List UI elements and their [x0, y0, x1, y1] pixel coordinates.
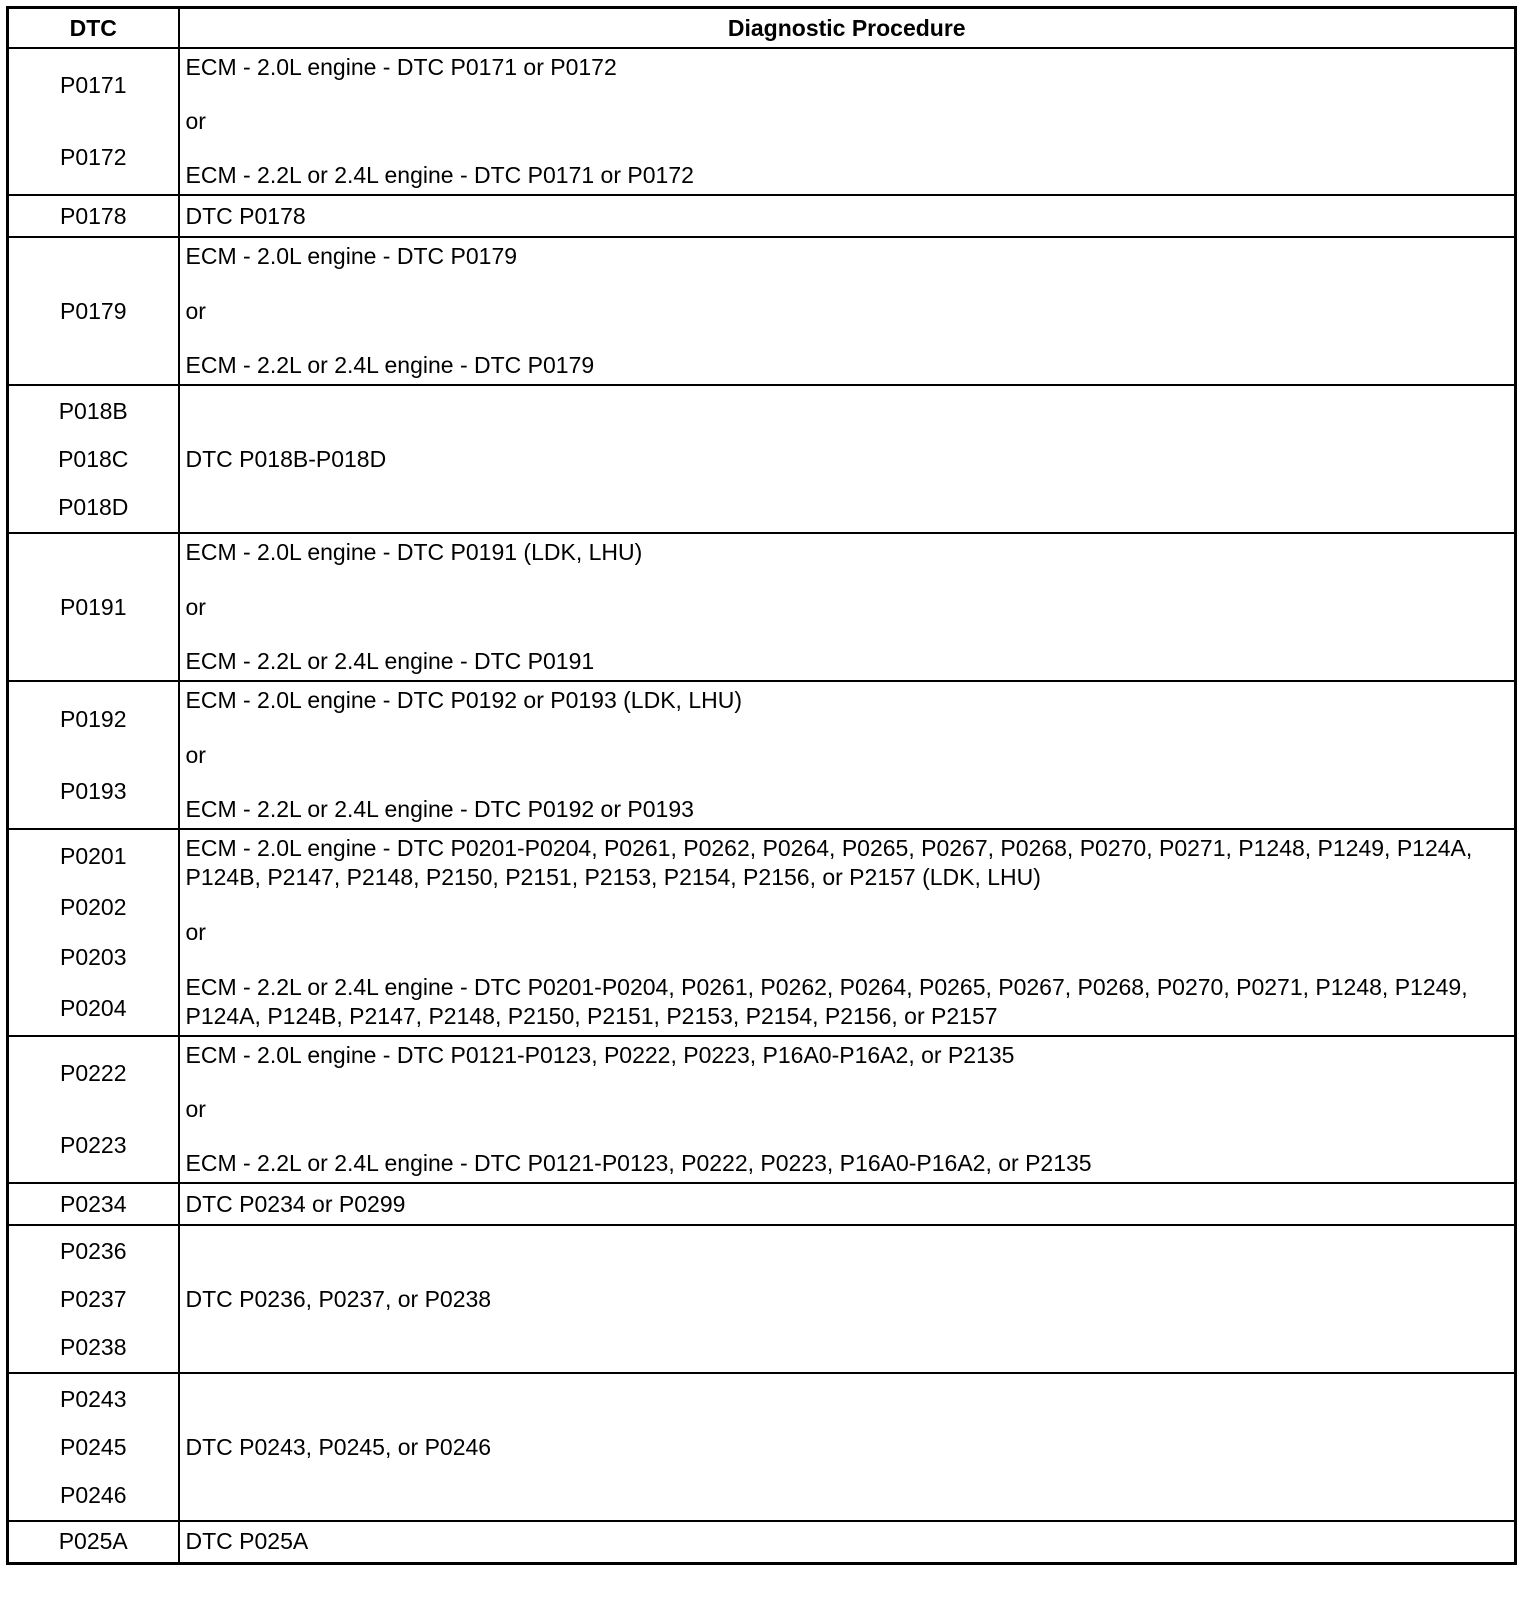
table-row: [8, 385, 1516, 533]
table-row: [8, 1036, 1516, 1183]
dtc-code-list: [9, 683, 178, 827]
dtc-code: P0203: [59, 944, 127, 971]
procedure-link-text: ECM - 2.2L or 2.4L engine - DTC P0179: [185, 352, 595, 378]
procedure-link-text: DTC P025A: [185, 1528, 309, 1555]
diagnostic-procedure-cell: [179, 681, 1516, 829]
dtc-code: P0202: [59, 893, 127, 920]
dtc-cell: [8, 1036, 179, 1183]
dtc-code: P0192: [59, 705, 127, 732]
procedure-or-text: or: [185, 741, 206, 768]
table-row: [8, 1225, 1516, 1373]
table-row: [8, 195, 1516, 237]
diagnostic-procedure-cell: [179, 1036, 1516, 1183]
dtc-code: P0172: [59, 143, 127, 170]
procedure-or-text: or: [185, 297, 206, 324]
dtc-code: P0237: [59, 1285, 127, 1312]
dtc-code-list: [9, 239, 178, 383]
dtc-code: P0238: [59, 1333, 127, 1360]
dtc-code-list: [9, 387, 178, 531]
dtc-code: P018B: [58, 397, 128, 424]
table-row: [8, 237, 1516, 385]
dtc-code: P025A: [58, 1528, 128, 1555]
procedure-link-text: ECM - 2.2L or 2.4L engine - DTC P0191: [185, 648, 595, 674]
procedure-list: [186, 1190, 1509, 1219]
dtc-code: P0171: [59, 72, 127, 99]
diagnostic-procedure-cell: [179, 1183, 1516, 1225]
procedure-list: [186, 538, 1509, 676]
table-row: [8, 48, 1516, 195]
dtc-code: P0246: [59, 1481, 127, 1508]
procedure-link-text: ECM - 2.0L engine - DTC P0171 or P0172: [185, 54, 617, 80]
dtc-code: P0243: [59, 1385, 127, 1412]
dtc-cell: [8, 1373, 179, 1521]
procedure-link-text: ECM - 2.2L or 2.4L engine - DTC P0201-P0204, P0261, P0262, P0264, P0265, P0267, P0268, P0270, P0271, P1248, P1249, P124A, P124B, P2147, P2148, P2150, P2151, P2153, P2154, P2156, or P2157: [185, 974, 1468, 1029]
dtc-cell: [8, 1521, 179, 1563]
dtc-code: P0193: [59, 777, 127, 804]
procedure-list: [186, 1285, 1509, 1314]
header-diagnostic-procedure: Diagnostic Procedure: [179, 8, 1516, 49]
procedure-link-text: ECM - 2.0L engine - DTC P0192 or P0193 (LDK, LHU): [185, 687, 743, 713]
diagnostic-procedure-cell: [179, 195, 1516, 237]
dtc-code: P018D: [58, 493, 129, 520]
header-dtc: DTC: [8, 8, 179, 49]
dtc-code: P0204: [59, 995, 127, 1022]
dtc-code-list: [9, 50, 178, 193]
procedure-list: [186, 1527, 1509, 1556]
dtc-cell: [8, 237, 179, 385]
dtc-cell: [8, 1225, 179, 1373]
diagnostic-procedure-cell: [179, 1373, 1516, 1521]
procedure-list: [186, 1433, 1509, 1462]
procedure-link-text: ECM - 2.2L or 2.4L engine - DTC P0121-P0123, P0222, P0223, P16A0-P16A2, or P2135: [185, 1150, 1092, 1176]
dtc-procedure-table: [6, 6, 1517, 1565]
dtc-code-list: [9, 1523, 178, 1561]
procedure-link-text: DTC P0236, P0237, or P0238: [185, 1285, 492, 1312]
dtc-code: P0191: [59, 593, 127, 620]
procedure-link-text: ECM - 2.2L or 2.4L engine - DTC P0171 or P0172: [185, 162, 694, 188]
procedure-or-text: or: [185, 1096, 206, 1122]
table-header: [8, 8, 1516, 49]
dtc-code-list: [9, 1185, 178, 1223]
dtc-cell: [8, 681, 179, 829]
dtc-code: P0201: [59, 842, 127, 869]
dtc-cell: [8, 1183, 179, 1225]
header-row: [8, 8, 1516, 49]
dtc-code: P018C: [58, 445, 129, 472]
procedure-link-text: ECM - 2.0L engine - DTC P0179: [185, 243, 518, 269]
table-row: [8, 1373, 1516, 1521]
table-body: [8, 48, 1516, 1563]
dtc-cell: [8, 829, 179, 1036]
diagnostic-procedure-cell: [179, 533, 1516, 681]
diagnostic-procedure-cell: [179, 385, 1516, 533]
procedure-or-text: or: [185, 108, 206, 134]
procedure-list: [186, 53, 1509, 190]
dtc-code: P0223: [59, 1131, 127, 1158]
dtc-cell: [8, 195, 179, 237]
dtc-cell: [8, 533, 179, 681]
table-row: [8, 533, 1516, 681]
procedure-link-text: DTC P0243, P0245, or P0246: [185, 1433, 492, 1460]
dtc-cell: [8, 48, 179, 195]
dtc-code-list: [9, 1375, 178, 1519]
procedure-list: [186, 202, 1509, 231]
diagnostic-procedure-cell: [179, 1521, 1516, 1563]
dtc-code-list: [9, 831, 178, 1034]
dtc-code-list: [9, 197, 178, 235]
dtc-code-list: [9, 1038, 178, 1181]
dtc-code: P0245: [59, 1433, 127, 1460]
dtc-code: P0234: [59, 1190, 127, 1217]
procedure-link-text: ECM - 2.0L engine - DTC P0201-P0204, P0261, P0262, P0264, P0265, P0267, P0268, P0270, P0271, P1248, P1249, P124A, P124B, P2147, P2148, P2150, P2151, P2153, P2154, P2156, or P2157 (LDK, LHU): [185, 835, 1473, 890]
procedure-list: [186, 686, 1509, 824]
dtc-code: P0179: [59, 297, 127, 324]
procedure-link-text: DTC P0178: [185, 202, 306, 229]
dtc-code-list: [9, 535, 178, 679]
diagnostic-procedure-cell: [179, 48, 1516, 195]
procedure-link-text: ECM - 2.2L or 2.4L engine - DTC P0192 or P0193: [185, 796, 694, 822]
procedure-or-text: or: [185, 919, 206, 945]
dtc-code: P0178: [59, 202, 127, 229]
table-row: [8, 1183, 1516, 1225]
table-row: [8, 681, 1516, 829]
procedure-link-text: ECM - 2.0L engine - DTC P0121-P0123, P0222, P0223, P16A0-P16A2, or P2135: [185, 1042, 1015, 1068]
table-row: [8, 1521, 1516, 1563]
dtc-cell: [8, 385, 179, 533]
procedure-link-text: DTC P0234 or P0299: [185, 1190, 406, 1217]
dtc-code: P0236: [59, 1237, 127, 1264]
procedure-link-text: ECM - 2.0L engine - DTC P0191 (LDK, LHU): [185, 539, 643, 565]
procedure-list: [186, 1041, 1509, 1178]
dtc-code: P0222: [59, 1060, 127, 1087]
procedure-link-text: DTC P018B-P018D: [185, 445, 387, 472]
dtc-code-list: [9, 1227, 178, 1371]
diagnostic-procedure-cell: [179, 829, 1516, 1036]
procedure-list: [186, 242, 1509, 380]
procedure-or-text: or: [185, 593, 206, 620]
procedure-list: [186, 445, 1509, 474]
table-row: [8, 829, 1516, 1036]
diagnostic-procedure-cell: [179, 237, 1516, 385]
procedure-list: [186, 834, 1509, 1031]
diagnostic-procedure-cell: [179, 1225, 1516, 1373]
